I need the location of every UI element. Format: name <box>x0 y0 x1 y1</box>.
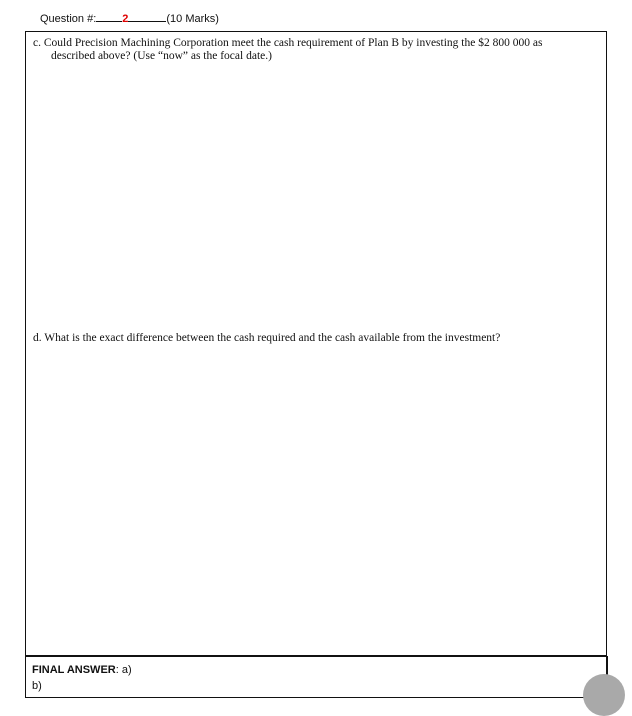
question-header <box>40 9 219 27</box>
final-answer-label: FINAL ANSWER <box>32 664 116 676</box>
question-number: 2 <box>122 13 129 25</box>
question-c-line1: c. Could Precision Machining Corporation meet the cash requirement of Plan B by investing the $2 800 000 as <box>33 37 543 49</box>
answer-box <box>25 31 607 656</box>
blank-line-left <box>96 9 122 22</box>
question-c <box>33 37 593 63</box>
final-answer-a: a) <box>121 664 132 676</box>
question-d: d. What is the exact difference between the cash required and the cash available from the investment? <box>33 332 501 344</box>
floating-action-circle[interactable] <box>583 674 625 716</box>
question-c-line2: described above? (Use “now” as the focal date.) <box>51 50 272 62</box>
final-answer-line-a <box>32 662 132 678</box>
final-answer-colon: : <box>115 664 119 676</box>
blank-line-right <box>128 9 166 22</box>
final-answer-b: b) <box>32 680 42 692</box>
final-answer-box <box>25 656 608 698</box>
question-marks: (10 Marks) <box>166 13 219 25</box>
question-prefix: Question #: <box>40 13 97 25</box>
